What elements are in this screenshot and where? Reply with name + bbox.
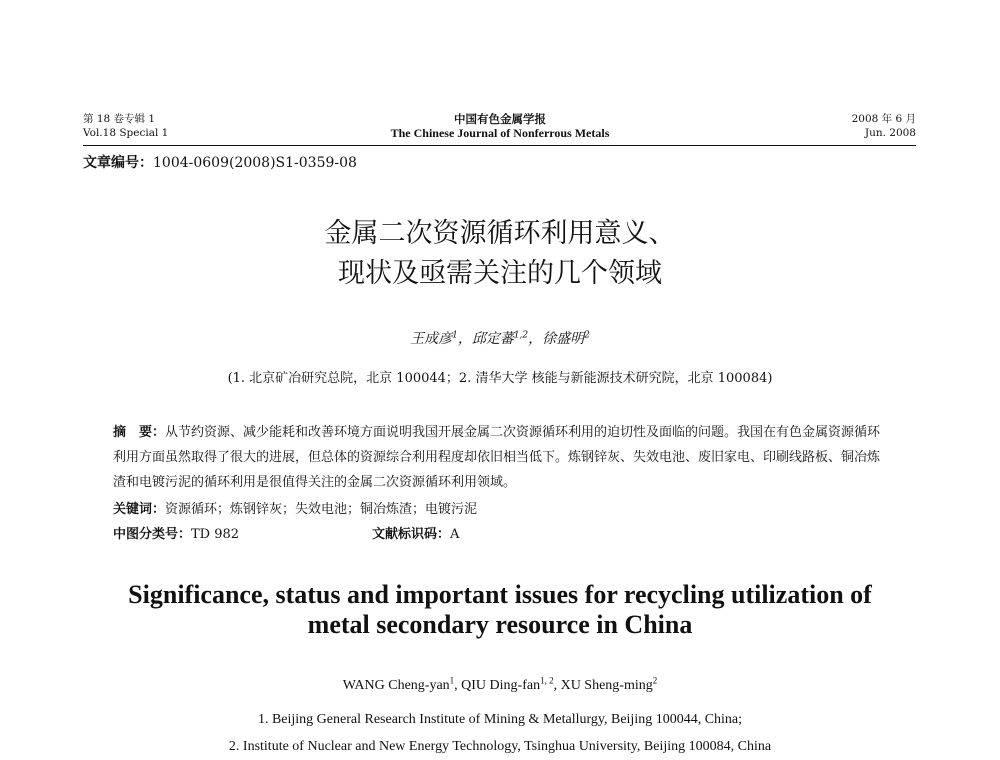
author-en-1: WANG Cheng-yan (342, 678, 450, 693)
abstract-text: 从节约资源、减少能耗和改善环境方面说明我国开展金属二次资源循环利用的迫切性及面临的问题。我国在有色金属资源循环利用方面虽然取得了很大的进展，但总体的资源综合利用程度却依旧相当低下。炼钢锌灰、失效电池、废旧家电、印刷线路板、铜冶炼渣和电镀污泥的循环利用是很值得关注的金属二次资源循环利用领域。 (113, 425, 881, 490)
keywords-cn (113, 497, 477, 522)
author-cn-3-affil: 2 (584, 330, 590, 341)
article-number-label: 文章编号： (83, 155, 153, 171)
author-cn-3: 徐盛明 (542, 331, 585, 347)
title-cn (0, 214, 1000, 294)
affiliation-en-1: 1. Beijing General Research Institute of Mining & Metallurgy, Beijing 100044, China; (257, 712, 743, 727)
document-code (372, 522, 459, 547)
article-number (83, 152, 357, 172)
author-en-sep-1: , (454, 678, 462, 693)
author-en-3-affil: 2 (652, 675, 658, 686)
author-en-1-affil: 1 (449, 675, 455, 686)
authors-en (0, 675, 1000, 694)
title-en-line1: Significance, status and important issues for recycling utilization of (128, 580, 872, 609)
article-number-value: 1004-0609(2008)S1-0359-08 (153, 155, 357, 171)
author-cn-sep-1: ， (457, 331, 472, 347)
abstract-label: 摘 要： (113, 425, 166, 440)
header-journal-cn: 中国有色金属学报 (454, 112, 546, 126)
header-volume-cn: 第 18 卷专辑 1 (83, 113, 156, 125)
author-cn-sep-2: ， (528, 331, 543, 347)
document-code-value: A (450, 527, 460, 542)
header-journal (0, 112, 1000, 140)
author-en-sep-2: , (553, 678, 561, 693)
title-en (0, 580, 1000, 640)
header-date-cn: 2008 年 6 月 (851, 113, 916, 125)
header-volume-en: Vol.18 Special 1 (83, 127, 169, 139)
header-date (852, 112, 916, 140)
author-cn-1-affil: 1 (452, 330, 458, 341)
keywords-label: 关键词： (113, 502, 166, 517)
author-en-2-affil: 1, 2 (540, 675, 554, 686)
title-cn-line2: 现状及亟需关注的几个领域 (338, 258, 662, 289)
header-journal-en: The Chinese Journal of Nonferrous Metals (390, 126, 610, 140)
header-rule (83, 145, 916, 146)
abstract-cn (113, 420, 889, 495)
author-cn-1: 王成彦 (410, 331, 453, 347)
author-cn-2: 邱定蕃 (471, 331, 514, 347)
affiliation-cn: (1. 北京矿冶研究总院，北京 100044；2. 清华大学 核能与新能源技术研究院，北京 100084) (227, 371, 773, 386)
header-date-en: Jun. 2008 (864, 127, 916, 139)
author-cn-2-affil: 1,2 (513, 330, 529, 341)
authors-cn (0, 328, 1000, 348)
author-en-3: XU Sheng-ming (560, 678, 653, 693)
author-en-2: QIU Ding-fan (461, 678, 541, 693)
keywords-text: 资源循环；炼钢锌灰；失效电池；铜冶炼渣；电镀污泥 (165, 502, 478, 517)
title-cn-line1: 金属二次资源循环利用意义、 (324, 218, 676, 249)
document-code-label: 文献标识码： (372, 527, 451, 542)
clc-value: TD 982 (191, 527, 240, 542)
clc-number (113, 522, 239, 547)
title-en-line2: metal secondary resource in China (307, 610, 693, 639)
clc-label: 中图分类号： (113, 527, 192, 542)
affiliation-en-2: 2. Institute of Nuclear and New Energy Technology, Tsinghua University, Beijing 100084, China (228, 739, 772, 754)
